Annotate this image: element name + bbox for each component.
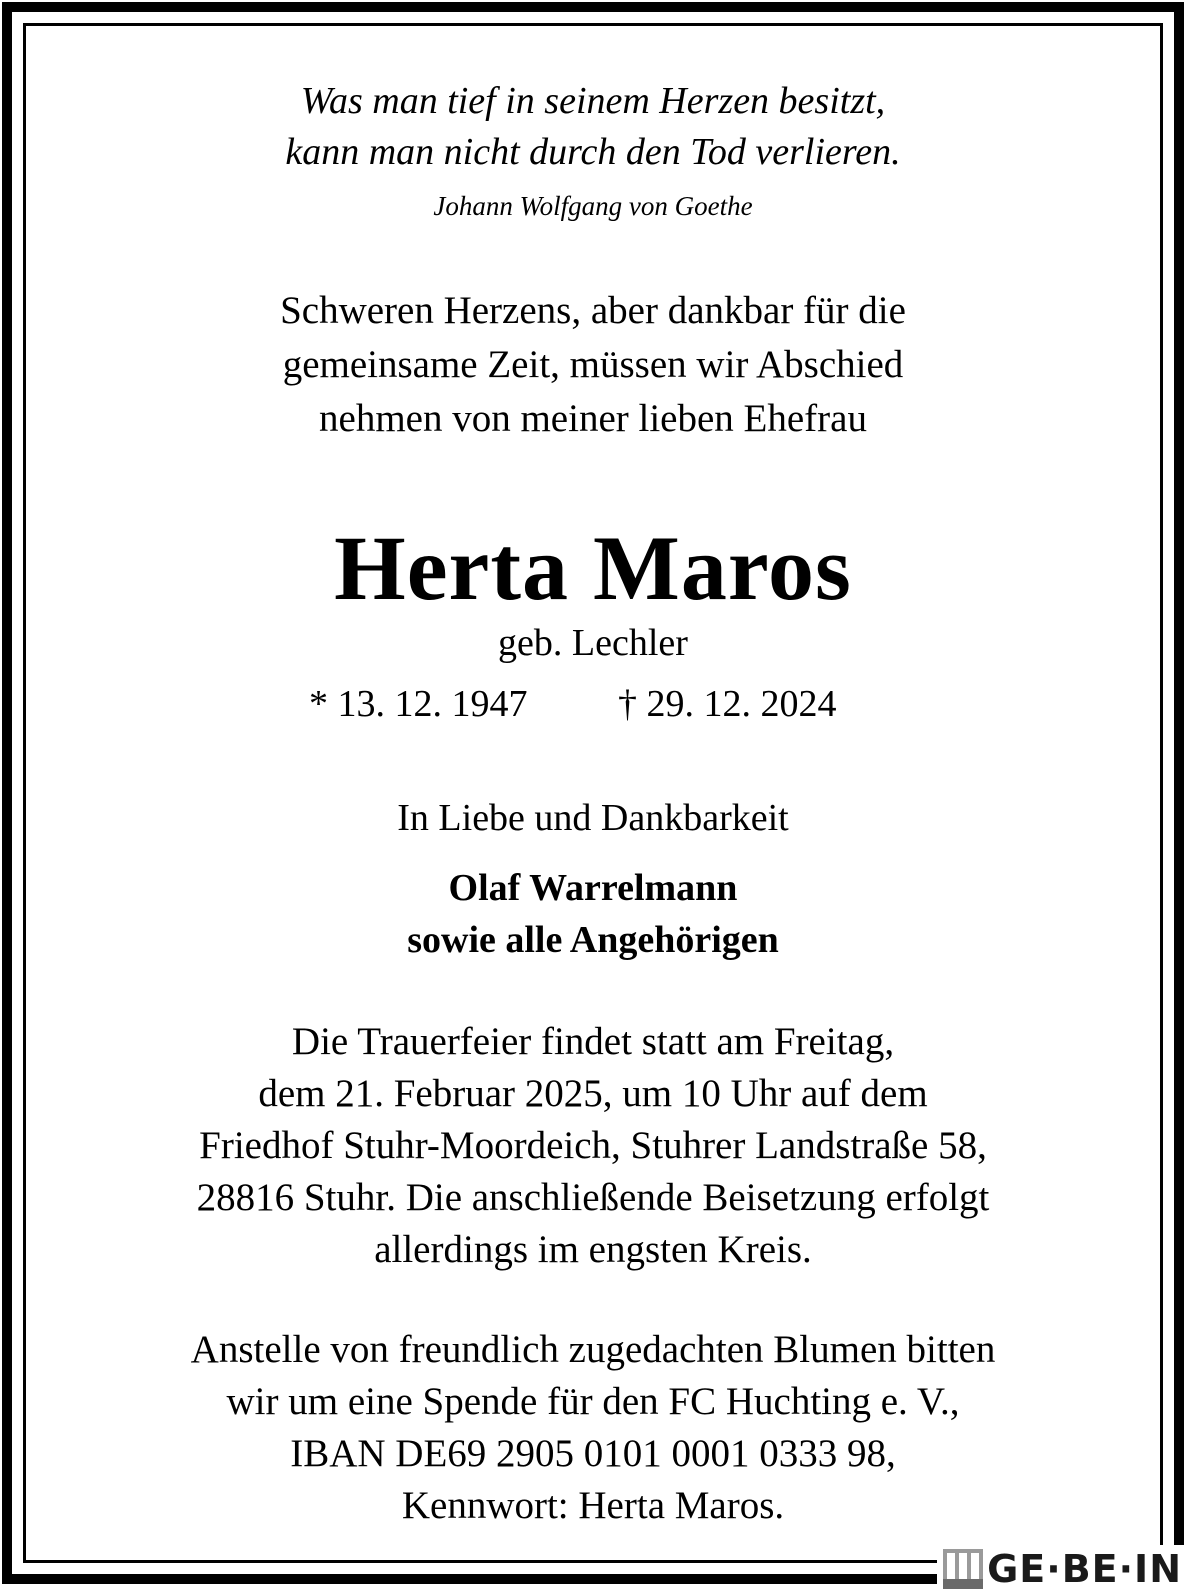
intro-text	[26, 284, 1160, 446]
birth-date: * 13. 12. 1947	[309, 683, 528, 725]
quote-author: Johann Wolfgang von Goethe	[433, 191, 753, 221]
deceased-name: Herta Maros	[334, 517, 852, 619]
mourner-line: sowie alle Angehörigen	[407, 919, 779, 961]
intro-line: Schweren Herzens, aber dankbar für die	[280, 289, 906, 332]
logo-text: GE·BE·IN	[987, 1547, 1182, 1591]
intro-line: gemeinsame Zeit, müssen wir Abschied	[282, 343, 904, 386]
donation-line: IBAN DE69 2905 0101 0001 0333 98,	[290, 1432, 896, 1475]
ceremony-line: allerdings im engsten Kreis.	[374, 1228, 812, 1271]
donation-line: wir um eine Spende für den FC Huchting e. V.,	[226, 1380, 960, 1423]
death-date: † 29. 12. 2024	[618, 683, 837, 725]
closing-phrase: In Liebe und Dankbarkeit	[397, 797, 789, 839]
quote-line-2: kann man nicht durch den Tod verlieren.	[285, 131, 901, 173]
donation-line: Kennwort: Herta Maros.	[401, 1484, 785, 1527]
ceremony-line: Friedhof Stuhr-Moordeich, Stuhrer Landstraße 58,	[199, 1124, 987, 1167]
ceremony-line: Die Trauerfeier findet statt am Freitag,	[291, 1020, 895, 1063]
gebein-logo	[937, 1545, 1186, 1591]
donation-line: Anstelle von freundlich zugedachten Blumen bitten	[190, 1328, 996, 1371]
intro-line: nehmen von meiner lieben Ehefrau	[319, 397, 867, 440]
ceremony-line: dem 21. Februar 2025, um 10 Uhr auf dem	[258, 1072, 928, 1115]
mourners	[26, 862, 1160, 966]
maiden-name: geb. Lechler	[498, 622, 688, 664]
ceremony-line: 28816 Stuhr. Die anschließende Beisetzung erfolgt	[196, 1176, 990, 1219]
donation-info	[26, 1324, 1160, 1532]
mourner-line: Olaf Warrelmann	[448, 867, 738, 909]
ceremony-info	[26, 1016, 1160, 1276]
quote-line-1: Was man tief in seinem Herzen besitzt,	[300, 80, 886, 122]
gebein-building-icon	[943, 1549, 983, 1589]
obituary-notice	[26, 26, 1160, 1560]
